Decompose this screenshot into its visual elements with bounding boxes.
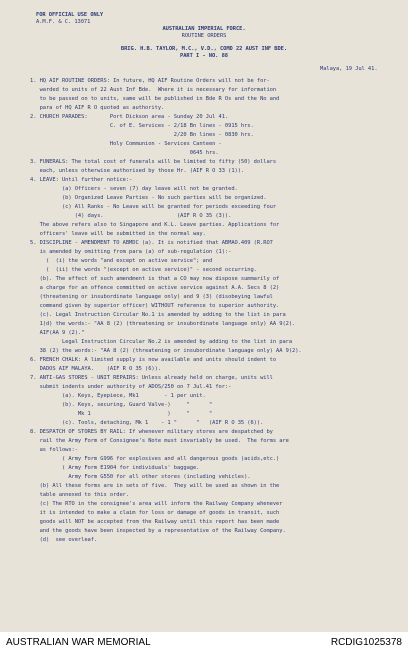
order-line: 38 (2) the words:- "AA 8 (2) (threatening or insubordinate language only) AA 9(2). [30,348,302,354]
brigade-heading: BRIG. H.B. TAYLOR, M.C., V.D., COMD 22 AUST INF BDE. [120,46,288,52]
order-line: (a). Keys, Eyepiece, Mk1 - 1 per unit. [30,393,206,399]
order-line: submit indents under authority of ADOS/250 on 7 Jul.41 for:- [30,384,232,390]
order-line: 4. LEAVE: Until further notice:- [30,177,133,183]
order-line: to be passed on to units, same will be published in Bde R Os and the No and [30,96,280,102]
part-heading: PART I - NO. 88 [180,53,228,59]
order-line: 6. FRENCH CHALK: A limited supply is now available and units should indent to [30,357,277,363]
order-line: (b) All these forms are in sets of five. They will be used as shown in the [30,483,280,489]
order-line: (a) Officers - seven (7) day leave will not be granted. [30,186,238,192]
order-line: and the goods have been inspected by a representative of the Railway Company. [30,528,286,534]
routine-orders-heading: ROUTINE ORDERS [181,33,227,39]
order-line: is amended by omitting from para (a) of sub-regulation (1):- [30,249,232,255]
order-line: AIF(AA 9 (2)." [30,330,85,336]
order-line: a charge for an offence committed on active service against A.A. Secs 8 (2) [30,285,280,291]
order-line: each, unless otherwise authorised by those Hr. (AIF R O 33 (1)). [30,168,245,174]
order-line: table annexed to this order. [30,492,130,498]
order-line: (c). Tools, detaching, Mk 1 - 1 " " (AIF R O 35 (6)). [30,420,264,426]
order-line: command given by superior officer) WITHOUT reference to superior authority. [30,303,280,309]
order-line: 8. DESPATCH OF STORES BY RAIL: If whenever military stores are despatched by [30,429,273,435]
force-heading: AUSTRALIAN IMPERIAL FORCE. [162,26,246,32]
order-line: (threatening or insubordinate language only) and 9 (3) (disobeying lawful [30,294,273,300]
order-line: Legal Instruction Circular No.2 is amended by adding to the list in para [30,339,293,345]
order-line: Holy Communion - Services Canteen - [30,141,222,147]
order-line: (b) Organized Leave Parties - No such parties will be organized. [30,195,267,201]
order-line: rail the Army Form of Consignee's Note must invariably be used. The forms are [30,438,289,444]
order-line: 3. FUNERALS: The total cost of funerals will be limited to fifty (50) dollars [30,159,277,165]
order-line: it is intended to make a claim for loss or damage of goods in transit, such [30,510,280,516]
order-line: 0645 hrs. [30,150,219,156]
order-line: (d) see overleaf. [30,537,98,543]
order-line: The above refers also to Singapore and K.L. Leave parties. Applications for [30,222,280,228]
order-line: goods will NOT be accepted from the Railway until this report has been made [30,519,280,525]
order-line: 1(d) the words:- "AA 8 (2) (threatening or insubordinate language only) AA 9(2). [30,321,296,327]
order-line: ( Army Form E1904 for individuals' baggage. [30,465,200,471]
order-line: 5. DISCIPLINE - AMENDMENT TO ABMDC (a). It is notified that ABMAO.409 (R.RO7 [30,240,273,246]
place-date: Malaya, 19 Jul 41. [320,66,378,72]
order-line: (c) All Ranks - No Leave will be granted for periods exceeding four [30,204,277,210]
order-line: ( (ii) the words "(except on active service)" - second occurring. [30,267,257,273]
order-line: warded to units of 22 Aust Inf Bde. Where it is necessary for information [30,87,277,93]
order-line: C. of E. Services - 2/18 Bn lines - 0915 hrs. [30,123,254,129]
order-line: (b). The effect of such amendment is that a CO may now dispose summarily of [30,276,280,282]
order-line: (c) The RTO in the consignee's area will inform the Railway Company whenever [30,501,283,507]
classification-stamp: FOR OFFICIAL USE ONLY [36,12,104,18]
reference-number: A.M.F. & C. 13071 [36,19,91,25]
order-line: 2/20 Bn lines - 0830 hrs. [30,132,254,138]
order-line: ( (i) the words "and except on active service"; and [30,258,213,264]
order-line: (4) days. (AIF R O 35 (3)). [30,213,232,219]
order-line: ( Army Form G996 for explosives and all dangerous goods (acids,etc.) [30,456,280,462]
order-line: Mk 1 ) " " [30,411,213,417]
order-line: Army Form G550 for all other stores (including vehicles). [30,474,251,480]
order-line: 1. HQ AIF ROUTINE ORDERS: In future, HQ AIF Routine Orders will not be for- [30,78,270,84]
footer-record-id: RCDIG1025378 [330,637,402,648]
order-line: (b). Keys, securing, Guard Valve-) " " [30,402,213,408]
order-line: para of HQ AIF R O quoted as authority. [30,105,165,111]
order-line: officers' leave will be submitted in the normal way. [30,231,206,237]
order-line: as follows:- [30,447,78,453]
footer-bar [0,632,408,654]
order-line: 7. ANTI-GAS STORES - UNIT REPAIRS: Unless already held on charge, units will [30,375,273,381]
order-line: 2. CHURCH PARADES: Port Dickson area - Sunday 20 Jul 41. [30,114,229,120]
order-line: (c). Legal Instruction Circular No.1 is amended by adding to the list in para [30,312,286,318]
order-line: DADOS AIF MALAYA. (AIF R O 35 (6)). [30,366,162,372]
footer-source: AUSTRALIAN WAR MEMORIAL [6,637,151,648]
